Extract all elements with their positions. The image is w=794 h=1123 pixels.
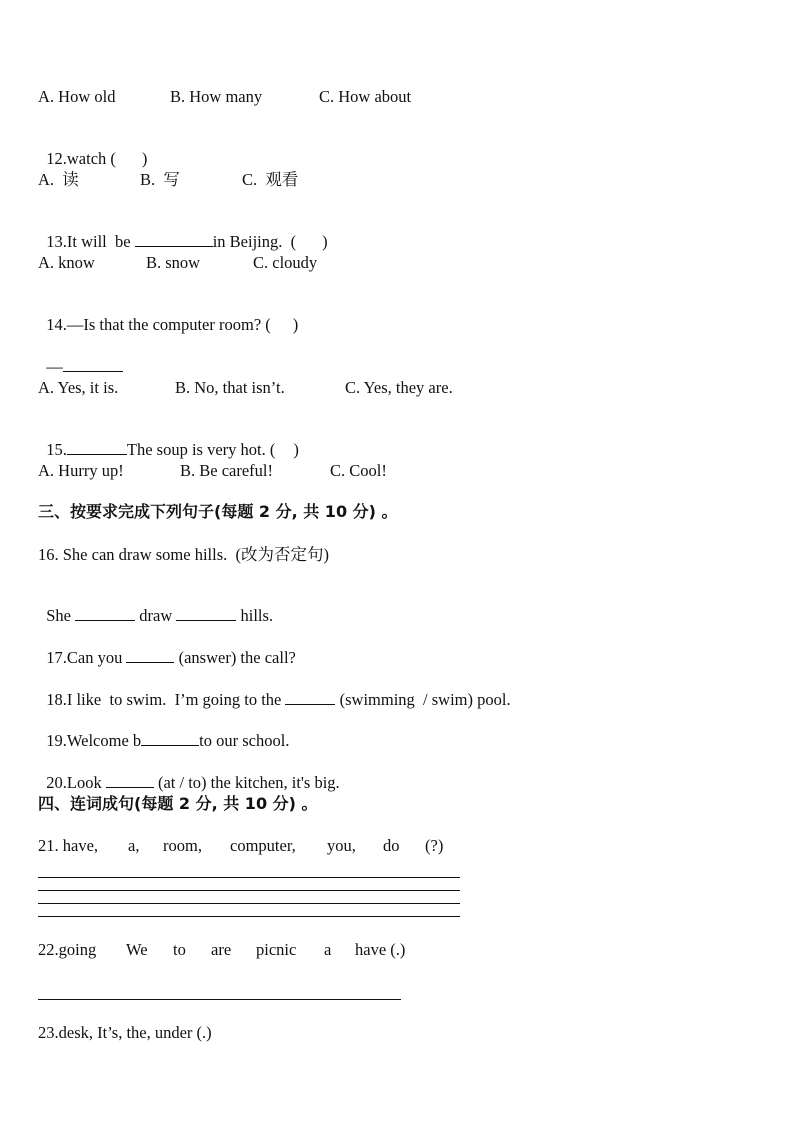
q16-blank-2[interactable] [176,606,236,621]
q21-word: (?) [425,836,444,855]
q14-option-a: A. Yes, it is. [38,378,119,397]
q21-answer-rule[interactable] [38,903,460,904]
q20-question [38,753,340,793]
q16-word-2: draw [135,606,177,625]
q13-option-a: A. know [38,253,95,272]
q16-blank-1[interactable] [75,606,135,621]
q22-word: to [173,940,186,959]
q18-question [38,670,511,710]
q21-word: computer, [230,836,296,855]
q14-answer-line [38,337,123,377]
q15-question [38,420,299,460]
q18-prefix: 18.I like to swim. I’m going to the [46,690,286,709]
q16-word-1: She [46,606,76,625]
q20-blank[interactable] [106,773,154,788]
q21-answer-rule[interactable] [38,916,460,917]
q13-blank[interactable] [135,232,213,247]
q19-question [38,711,289,751]
q11-option-a: A. How old [38,87,116,106]
q12-question [38,129,147,169]
q13-question [38,212,328,252]
q20-prefix: 20.Look [46,773,106,792]
q13-prefix: 13.It will be [46,232,135,251]
q21-word: a, [128,836,140,855]
q18-suffix: (swimming / swim) pool. [335,690,511,709]
q15-blank[interactable] [67,440,127,455]
q12-option-c: C. 观看 [242,170,299,189]
q13-suffix: in Beijing. ( [212,232,297,251]
q22-word: We [126,940,148,959]
q22-word: 22.going [38,940,97,959]
q13-option-b: B. snow [146,253,201,272]
q14-option-b: B. No, that isn’t. [175,378,285,397]
q22-word: picnic [256,940,297,959]
q18-blank[interactable] [285,690,335,705]
q16-answer-line [38,586,273,626]
q11-option-b: B. How many [170,87,263,106]
section-4-title: 四、连词成句(每题 2 分, 共 10 分) 。 [38,794,318,813]
q13-option-c: C. cloudy [253,253,318,272]
q15-option-c: C. Cool! [330,461,387,480]
q19-prefix: 19.Welcome b [46,731,142,750]
q15-end: ) [293,440,299,459]
q22-word: have (.) [355,940,406,959]
q15-suffix: The soup is very hot. ( [126,440,276,459]
q16-word-3: hills. [236,606,274,625]
q22-word: are [211,940,232,959]
q21-word: you, [327,836,356,855]
q22-answer-rule[interactable] [38,999,401,1000]
q14-blank[interactable] [63,357,123,372]
q17-prefix: 17.Can you [46,648,127,667]
q13-end: ) [322,232,328,251]
q14-end: ) [292,315,299,334]
q19-suffix: to our school. [199,731,290,750]
q14-option-c: C. Yes, they are. [345,378,453,397]
q21-word: 21. have, [38,836,99,855]
q11-option-c: C. How about [319,87,412,106]
q12-option-a: A. 读 [38,170,79,189]
q23-question: 23.desk, It’s, the, under (.) [38,1023,212,1042]
q15-option-b: B. Be careful! [180,461,273,480]
q16-question: 16. She can draw some hills. (改为否定句) [38,545,329,564]
q12-suffix: ) [141,149,148,168]
q14-question [38,295,298,335]
q14-text: 14.—Is that the computer room? ( [46,315,271,334]
q15-prefix: 15. [46,440,67,459]
q19-blank[interactable] [141,731,199,746]
q17-blank[interactable] [126,648,174,663]
q12-prefix: 12.watch ( [46,149,116,168]
q21-answer-rule[interactable] [38,877,460,878]
q21-word: do [383,836,400,855]
q12-option-b: B. 写 [140,170,180,189]
q17-question [38,628,296,668]
section-3-title: 三、按要求完成下列句子(每题 2 分, 共 10 分) 。 [38,502,398,521]
q21-word: room, [163,836,202,855]
q20-suffix: (at / to) the kitchen, it's big. [153,773,340,792]
q22-word: a [324,940,332,959]
q14-dash: — [46,357,63,376]
q17-suffix: (answer) the call? [174,648,296,667]
q15-option-a: A. Hurry up! [38,461,124,480]
q21-answer-rule[interactable] [38,890,460,891]
